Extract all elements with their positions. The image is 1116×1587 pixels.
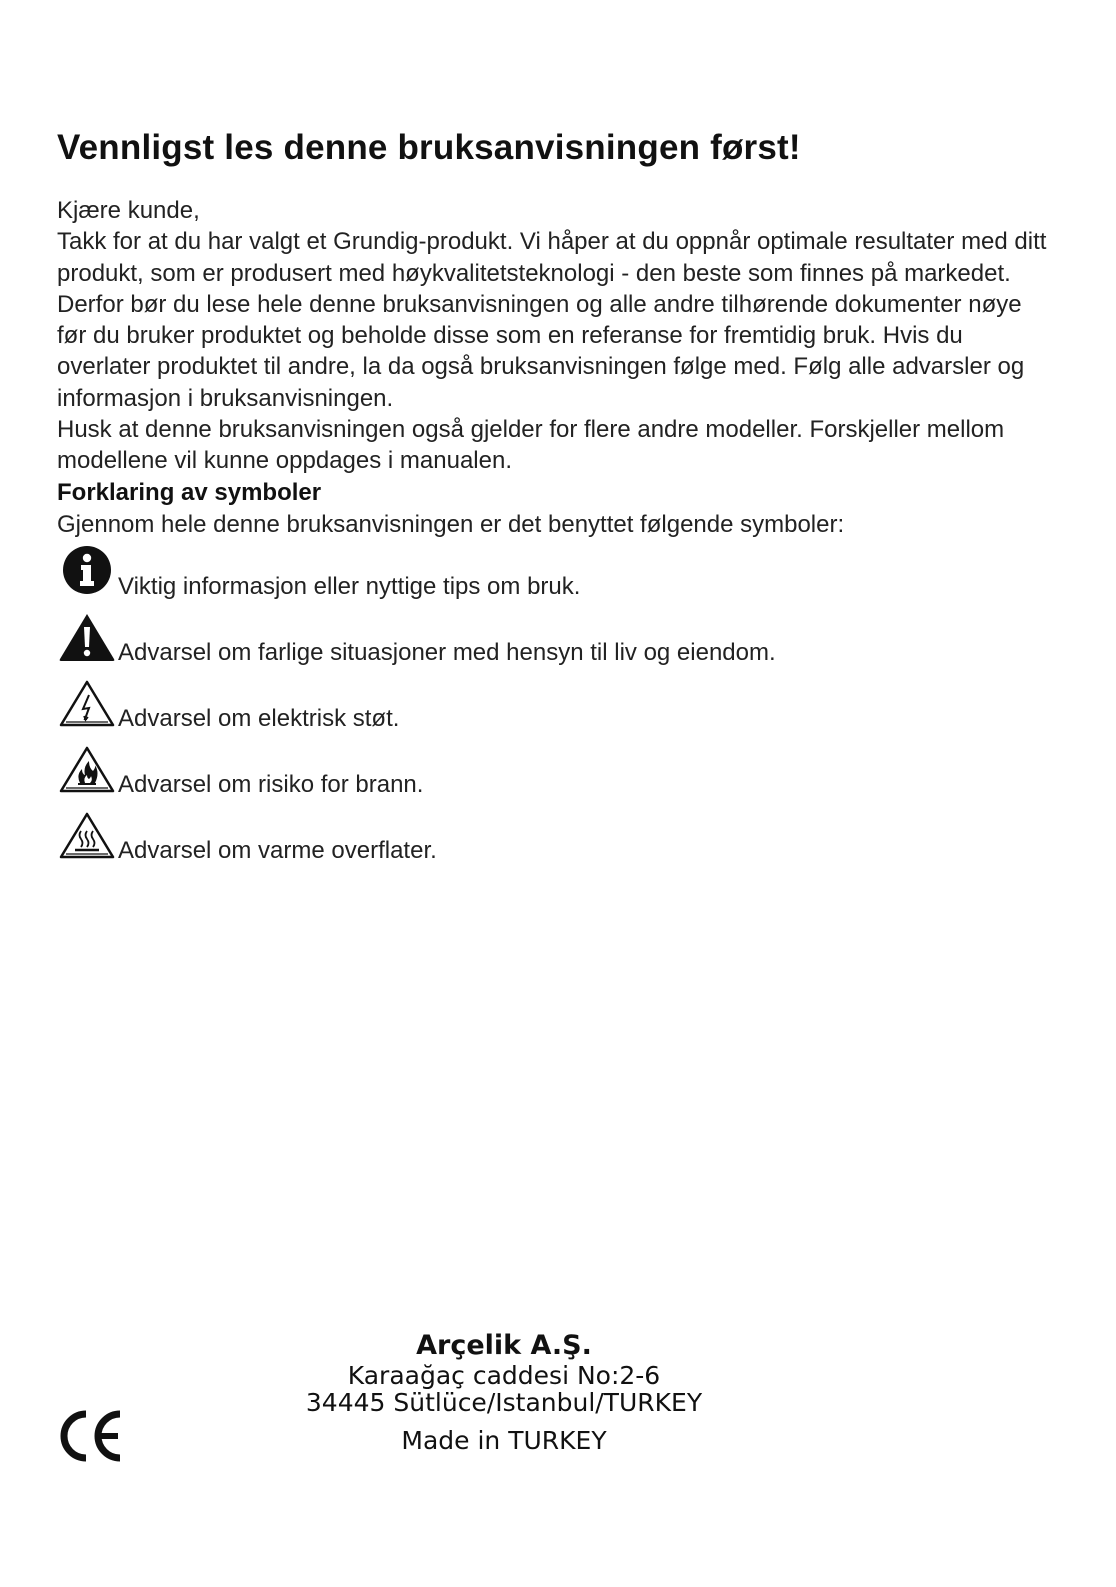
address-line-2: 34445 Sütlüce/Istanbul/TURKEY	[305, 1388, 703, 1417]
symbol-item-hot-surface	[58, 809, 958, 869]
symbol-item-electric	[58, 677, 958, 737]
address-line-1: Karaağaç caddesi No:2-6	[347, 1361, 661, 1390]
ce-mark-icon	[56, 1408, 124, 1464]
symbol-label: Advarsel om farlige situasjoner med hensyn til liv og eiendom.	[118, 639, 776, 666]
symbol-label: Advarsel om varme overflater.	[118, 837, 437, 864]
intro-text	[57, 195, 1057, 477]
symbol-item-fire	[58, 743, 958, 803]
symbol-item-info	[58, 545, 958, 605]
symbol-item-warning	[58, 611, 958, 671]
symbol-label: Advarsel om risiko for brann.	[118, 771, 424, 798]
company-name: Arçelik A.Ş.	[416, 1330, 592, 1361]
symbol-label: Viktig informasjon eller nyttige tips om bruk.	[118, 573, 581, 600]
warning-icon	[58, 611, 116, 669]
fire-risk-icon	[58, 743, 116, 801]
intro-paragraph-1: Takk for at du har valgt et Grundig-produkt. Vi håper at du oppnår optimale resultater med ditt produkt, som er produsert med høykvalitetsteknologi - den beste som finnes på markedet. Derfor bør du lese hele denne bruksanvisningen og alle andre tilhørende dokumenter nøye før du bruker produktet og beholde disse som en referanse for fremtidig bruk. Hvis du overlater produktet til andre, la da også bruksanvisningen følge med. Følg alle advarsler og informasjon i bruksanvisningen.	[57, 228, 1047, 412]
symbol-label: Advarsel om elektrisk støt.	[118, 705, 400, 732]
symbols-heading: Forklaring av symboler	[57, 479, 322, 506]
page-title: Vennligst les denne bruksanvisningen først!	[57, 128, 801, 167]
intro-paragraph-2: Husk at denne bruksanvisningen også gjelder for flere andre modeller. Forskjeller mellom modellene vil kunne oppdages i manualen.	[57, 416, 1005, 475]
greeting: Kjære kunde,	[57, 197, 200, 224]
manufacturer-info	[0, 1330, 1008, 1456]
symbols-intro: Gjennom hele denne bruksanvisningen er det benyttet følgende symboler:	[57, 511, 845, 538]
made-in-label: Made in TURKEY	[401, 1426, 607, 1455]
info-icon	[58, 545, 116, 603]
electric-shock-icon	[58, 677, 116, 735]
hot-surface-icon	[58, 809, 116, 867]
